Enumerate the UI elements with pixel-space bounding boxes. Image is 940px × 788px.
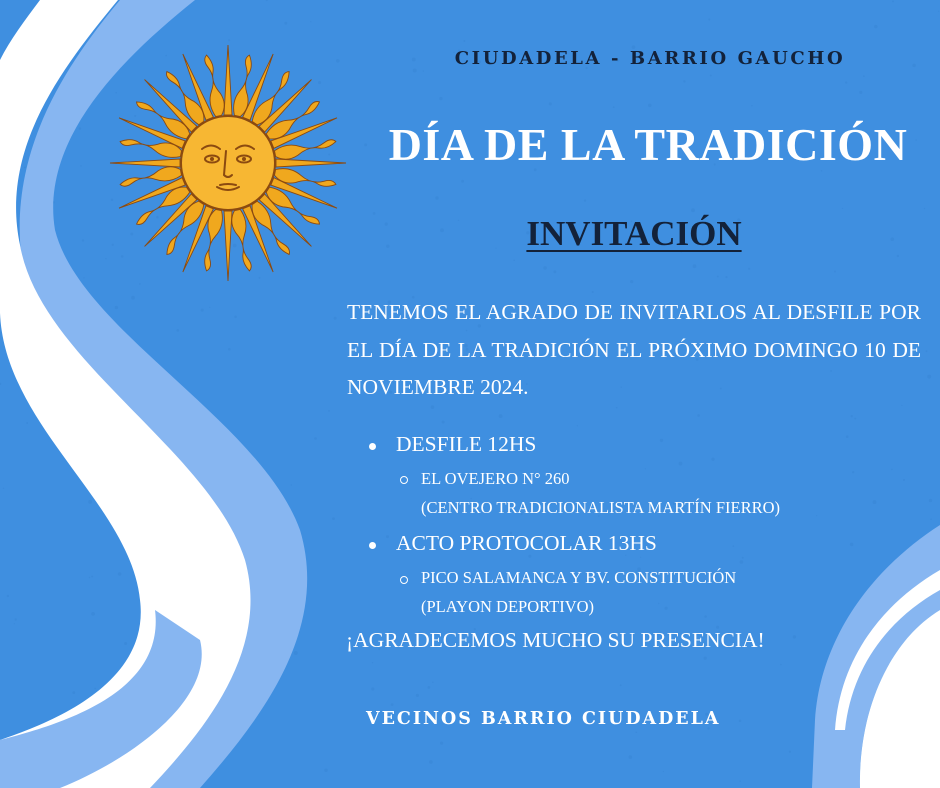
invitation-subtitle-text: INVITACIÓN [526, 214, 742, 253]
sun-ray [224, 45, 232, 115]
invitation-subtitle [380, 214, 888, 254]
sol-de-mayo-icon [107, 42, 349, 284]
circle-bullet-icon [400, 476, 408, 484]
closing-message: ¡AGRADECEMOS MUCHO SU PRESENCIA! [346, 628, 765, 652]
bullet-icon [369, 443, 376, 450]
event-title: DÍA DE LA TRADICIÓN [388, 119, 908, 170]
location-heading: CIUDADELA - BARRIO GAUCHO [454, 48, 846, 69]
event-venue-ceremony: (PLAYON DEPORTIVO) [421, 597, 595, 616]
bullet-icon [369, 542, 376, 549]
signature: VECINOS BARRIO CIUDADELA [366, 709, 721, 729]
sun-ray [224, 211, 232, 281]
event-location-parade: EL OVEJERO N° 260 [421, 469, 570, 488]
event-item-ceremony: ACTO PROTOCOLAR 13HS [396, 531, 657, 555]
sun-ray [110, 159, 180, 167]
event-location-ceremony: PICO SALAMANCA Y BV. CONSTITUCIÓN [421, 568, 737, 587]
sun-ray [276, 159, 346, 167]
invitation-intro: TENEMOS EL AGRADO DE INVITARLOS AL DESFILE POR EL DÍA DE LA TRADICIÓN EL PRÓXIMO DOMINGO 10 DE NOVIEMBRE 2024. [347, 300, 921, 399]
event-venue-parade: (CENTRO TRADICIONALISTA MARTÍN FIERRO) [421, 498, 781, 517]
event-item-parade: DESFILE 12HS [396, 432, 537, 456]
circle-bullet-icon [400, 576, 408, 584]
